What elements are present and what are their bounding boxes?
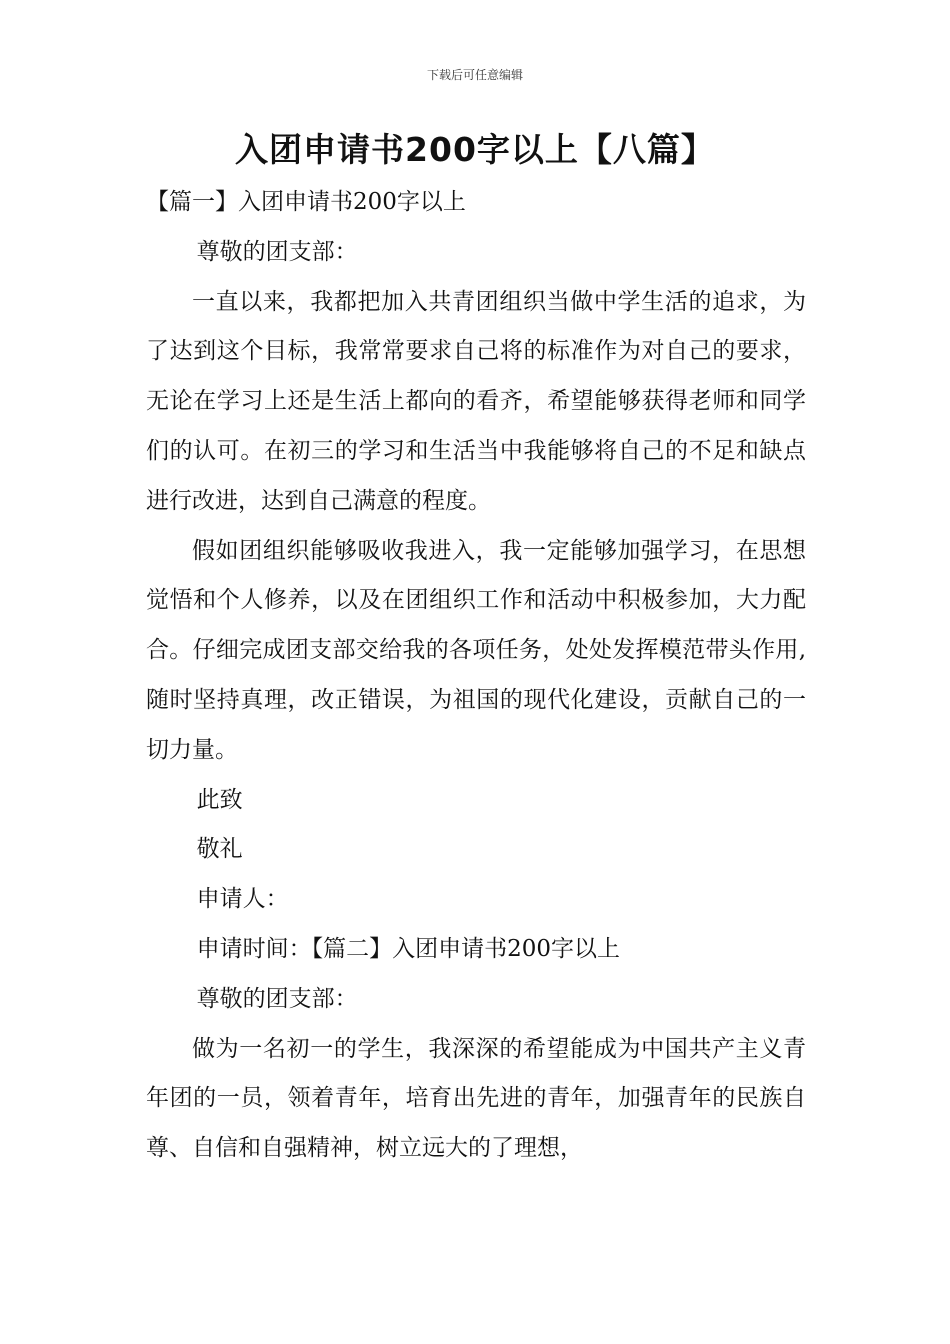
salutation: 尊敬的团支部： (196, 238, 358, 265)
date-line (146, 925, 806, 975)
section-heading: 【篇一】入团申请书200字以上 (146, 189, 466, 215)
applicant-label: 申请人： (196, 886, 289, 913)
header-note: 下载后可任意编辑 (426, 68, 523, 82)
document-title: 入团申请书200字以上【八篇】 (235, 130, 715, 169)
paragraph: 假如团组织能够吸收我进入，我一定能够加强学习，在思想觉悟和个人修养，以及在团组织工作和活动中积极参加，大力配合。仔细完成团支部交给我的各项任务，处处发挥模范带头作用,随时坚持真理，改正错误，为祖国的现代化建设，贡献自己的一切力量。 (146, 537, 806, 763)
paragraph: 一直以来，我都把加入共青团组织当做中学生活的追求，为了达到这个目标，我常常要求自己将的标准作为对自己的要求，无论在学习上还是生活上都向的看齐，希望能够获得老师和同学们的认可。在初三的学习和生活当中我能够将自己的不足和缺点进行改进，达到自己满意的程度。 (146, 288, 806, 514)
paragraph: 做为一名初一的学生，我深深的希望能成为中国共产主义青年团的一员，领着青年，培育出先进的青年，加强青年的民族自尊、自信和自强精神，树立远大的了理想， (146, 1035, 806, 1162)
section-heading: 【篇二】入团申请书200字以上 (311, 935, 620, 962)
document-body (146, 178, 806, 1174)
date-label: 申请时间： (196, 935, 312, 962)
closing-line: 此致 (196, 786, 243, 813)
salutation: 尊敬的团支部： (196, 985, 358, 1012)
closing-line: 敬礼 (196, 836, 243, 863)
